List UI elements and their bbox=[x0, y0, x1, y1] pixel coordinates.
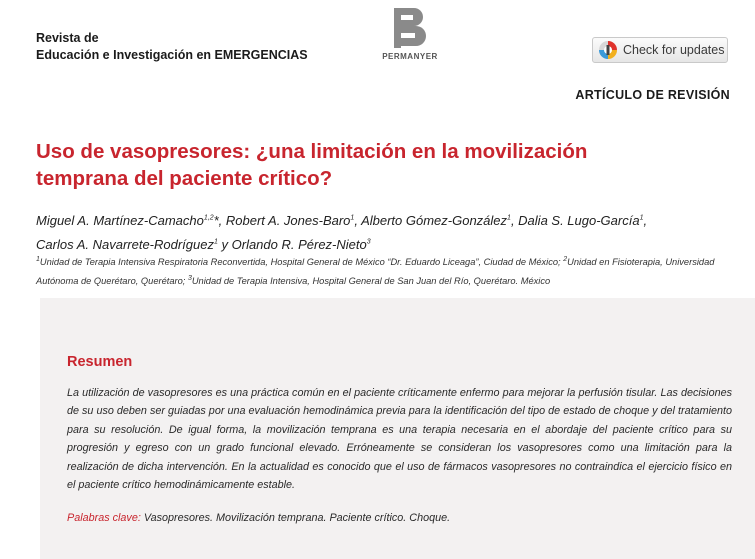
author-list bbox=[36, 208, 736, 255]
keywords bbox=[67, 512, 450, 524]
journal-name-line1: Revista de bbox=[36, 31, 99, 45]
keywords-value: Vasopresores. Movilización temprana. Paciente crítico. Choque. bbox=[143, 512, 451, 524]
journal-name-line2: Educación e Investigación en EMERGENCIAS bbox=[36, 48, 308, 62]
check-for-updates-button[interactable] bbox=[592, 37, 728, 63]
author: Orlando R. Pérez-Nieto$^3$ bbox=[231, 236, 371, 252]
article-title-line2: temprana del paciente crítico? bbox=[36, 167, 333, 190]
article-title bbox=[36, 138, 716, 192]
crossmark-icon bbox=[597, 39, 619, 61]
article-type: ARTÍCULO DE REVISIÓN bbox=[575, 88, 730, 102]
keywords-label: Palabras clave: bbox=[67, 512, 141, 524]
author: Miguel A. Martínez-Camacho$^{1,2}$*, bbox=[36, 213, 226, 229]
author: Robert A. Jones-Baro$^1$, bbox=[225, 213, 362, 229]
affiliation: $^2$Unidad en Fisioterapia, Universidad Autónoma de Querétaro, Querétaro; bbox=[36, 256, 715, 286]
publisher-name: PERMANYER bbox=[382, 52, 438, 61]
affiliation: $^3$Unidad de Terapia Intensiva, Hospital General de San Juan del Río, Querétaro. México bbox=[187, 274, 551, 286]
article-title-line1: Uso de vasopresores: ¿una limitación en la movilización bbox=[36, 140, 588, 163]
author: Alberto Gómez-González$^1$, bbox=[361, 213, 519, 229]
affiliation: $^1$Unidad de Terapia Intensiva Respiratoria Reconvertida, Hospital General de México “Dr. Eduardo Liceaga”, Ciudad de México; bbox=[36, 256, 564, 268]
check-for-updates-label: Check for updates bbox=[623, 43, 725, 57]
affiliations bbox=[36, 252, 744, 289]
permanyer-logo-icon bbox=[392, 6, 428, 50]
publisher-logo bbox=[380, 6, 440, 61]
journal-name bbox=[36, 30, 308, 64]
author: Carlos A. Navarrete-Rodríguez$^1$ y bbox=[36, 236, 232, 252]
abstract-heading: Resumen bbox=[67, 354, 133, 370]
abstract-text: La utilización de vasopresores es una práctica común en el paciente críticamente enfermo para mejorar la perfusión tisular. Las decisiones de su uso deben ser guiadas por una evaluación hemodinámica previa para la identificación del tipo de estado de choque y del tratamiento para su resolución. De igual forma, la movilización temprana es una terapia necesaria en el abordaje del paciente crítico para su progresión y egreso con un grado funcional elevado. Erróneamente se consideran los vasopresores como una limitación para la realización de dicha intervención. En la actualidad es conocido que el uso de fármacos vasopresores no contraindica el ejercicio físico en el paciente crítico hemodinámicamente estable. bbox=[67, 387, 732, 492]
author: Dalia S. Lugo-García$^1$, bbox=[518, 213, 648, 229]
